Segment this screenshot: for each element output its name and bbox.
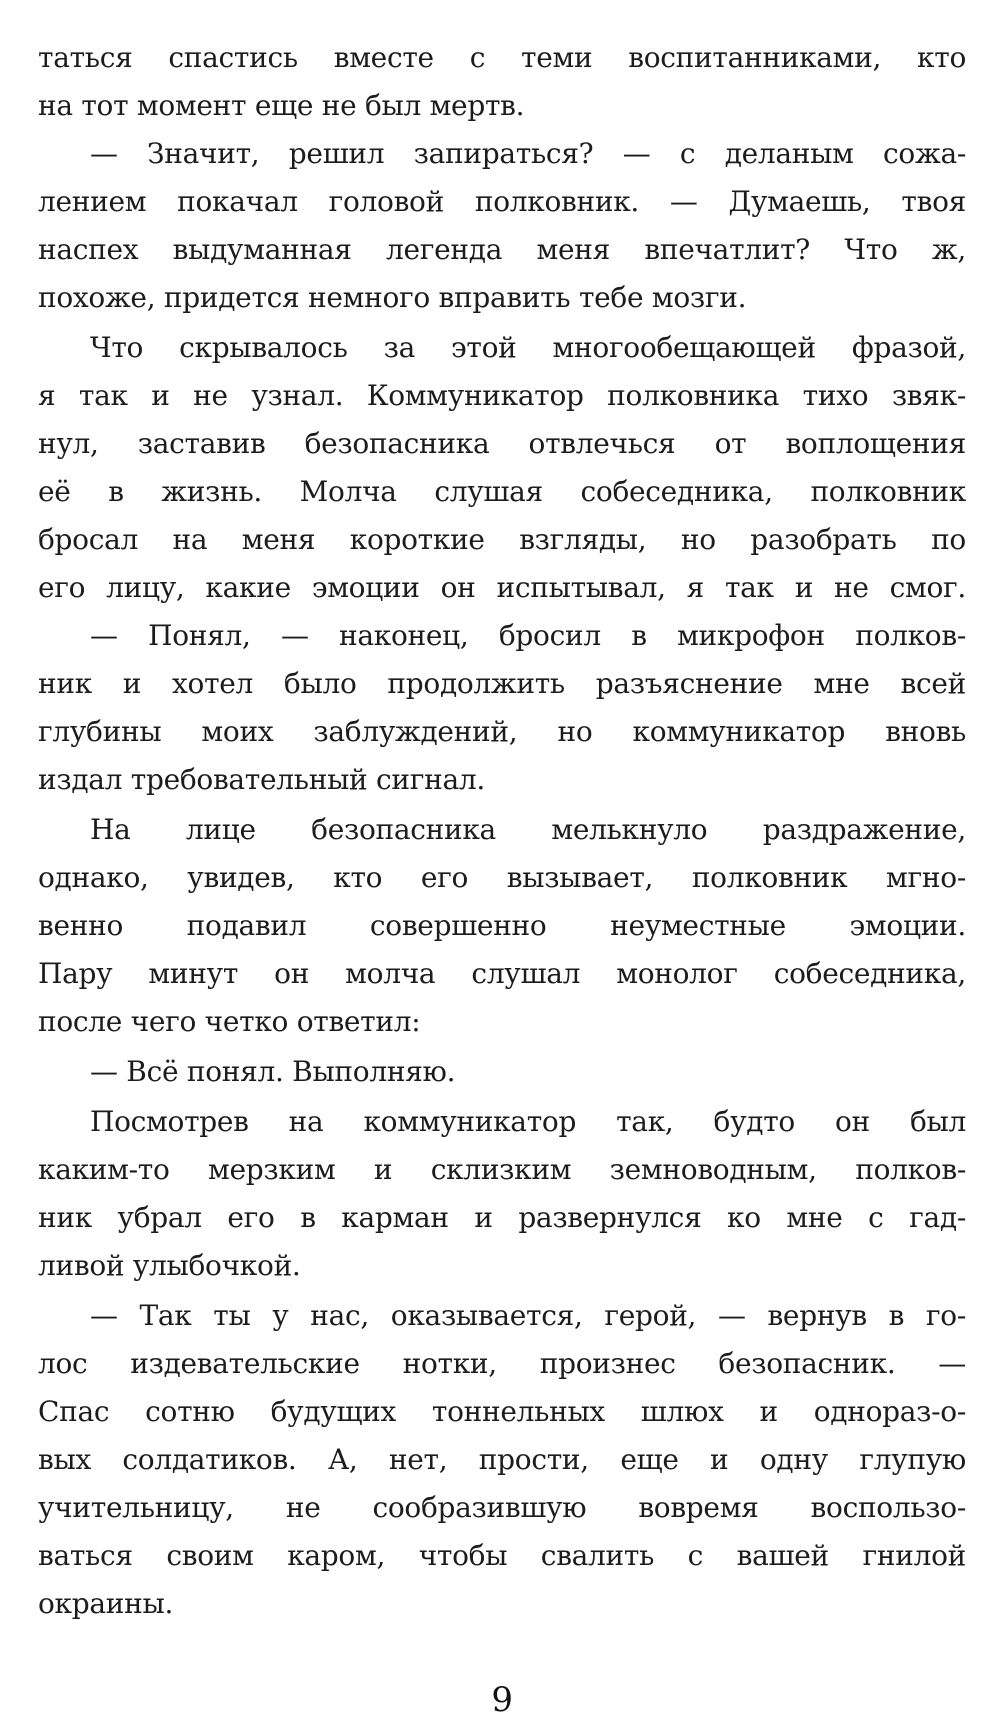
text-line: наспех выдуманная легенда меня впечатлит? Что ж, (38, 233, 966, 266)
text-line: Посмотрев на коммуникатор так, будто он был (90, 1105, 966, 1138)
text-line: похоже, придется немного вправить тебе мозги. (38, 281, 747, 314)
page-number: 9 (491, 1680, 513, 1720)
text-line: каким-то мерзким и склизким земноводным, полков- (38, 1153, 966, 1186)
text-line: после чего четко ответил: (38, 1005, 421, 1038)
text-line: лением покачал головой полковник. — Думаешь, твоя (38, 185, 966, 218)
text-line: — Так ты у нас, оказывается, герой, — вернув в го- (90, 1299, 966, 1332)
text-line: окраины. (38, 1587, 174, 1620)
text-line: — Всё понял. Выполняю. (90, 1055, 456, 1088)
text-line: Что скрывалось за этой многообещающей фразой, (90, 331, 966, 364)
text-line: на тот момент еще не был мертв. (38, 89, 525, 122)
text-line: вых солдатиков. А, нет, прости, еще и одну глупую (38, 1443, 966, 1476)
text-line: ваться своим каром, чтобы свалить с вашей гнилой (38, 1539, 966, 1572)
text-line: Спас сотню будущих тоннельных шлюх и однораз-о- (38, 1395, 966, 1428)
text-line: её в жизнь. Молча слушая собеседника, полковник (38, 475, 966, 508)
text-line: На лице безопасника мелькнуло раздражение, (90, 813, 966, 846)
text-line: Пару минут он молча слушал монолог собеседника, (38, 957, 966, 990)
text-line: бросал на меня короткие взгляды, но разобрать по (38, 523, 966, 556)
text-line: я так и не узнал. Коммуникатор полковника тихо звяк- (38, 379, 966, 412)
text-line: его лицу, какие эмоции он испытывал, я так и не смог. (38, 571, 966, 604)
book-page (38, 34, 966, 1720)
text-line: ник и хотел было продолжить разъяснение мне всей (38, 667, 966, 700)
text-line: ливой улыбочкой. (38, 1249, 301, 1282)
text-line: венно подавил совершенно неуместные эмоции. (38, 909, 966, 942)
text-line: ник убрал его в карман и развернулся ко мне с гад- (38, 1201, 966, 1234)
text-line: однако, увидев, кто его вызывает, полковник мгно- (38, 861, 966, 894)
text-line: глубины моих заблуждений, но коммуникатор вновь (38, 715, 966, 748)
text-line: — Понял, — наконец, бросил в микрофон полков- (90, 619, 966, 652)
text-line: таться спастись вместе с теми воспитанниками, кто (38, 41, 966, 74)
text-line: — Значит, решил запираться? — с деланым сожа- (90, 137, 966, 170)
text-line: учительницу, не сообразившую вовремя воспользо- (38, 1491, 966, 1524)
text-line: издал требовательный сигнал. (38, 763, 485, 796)
text-line: лос издевательские нотки, произнес безопасник. — (38, 1347, 966, 1380)
text-line: нул, заставив безопасника отвлечься от воплощения (38, 427, 966, 460)
